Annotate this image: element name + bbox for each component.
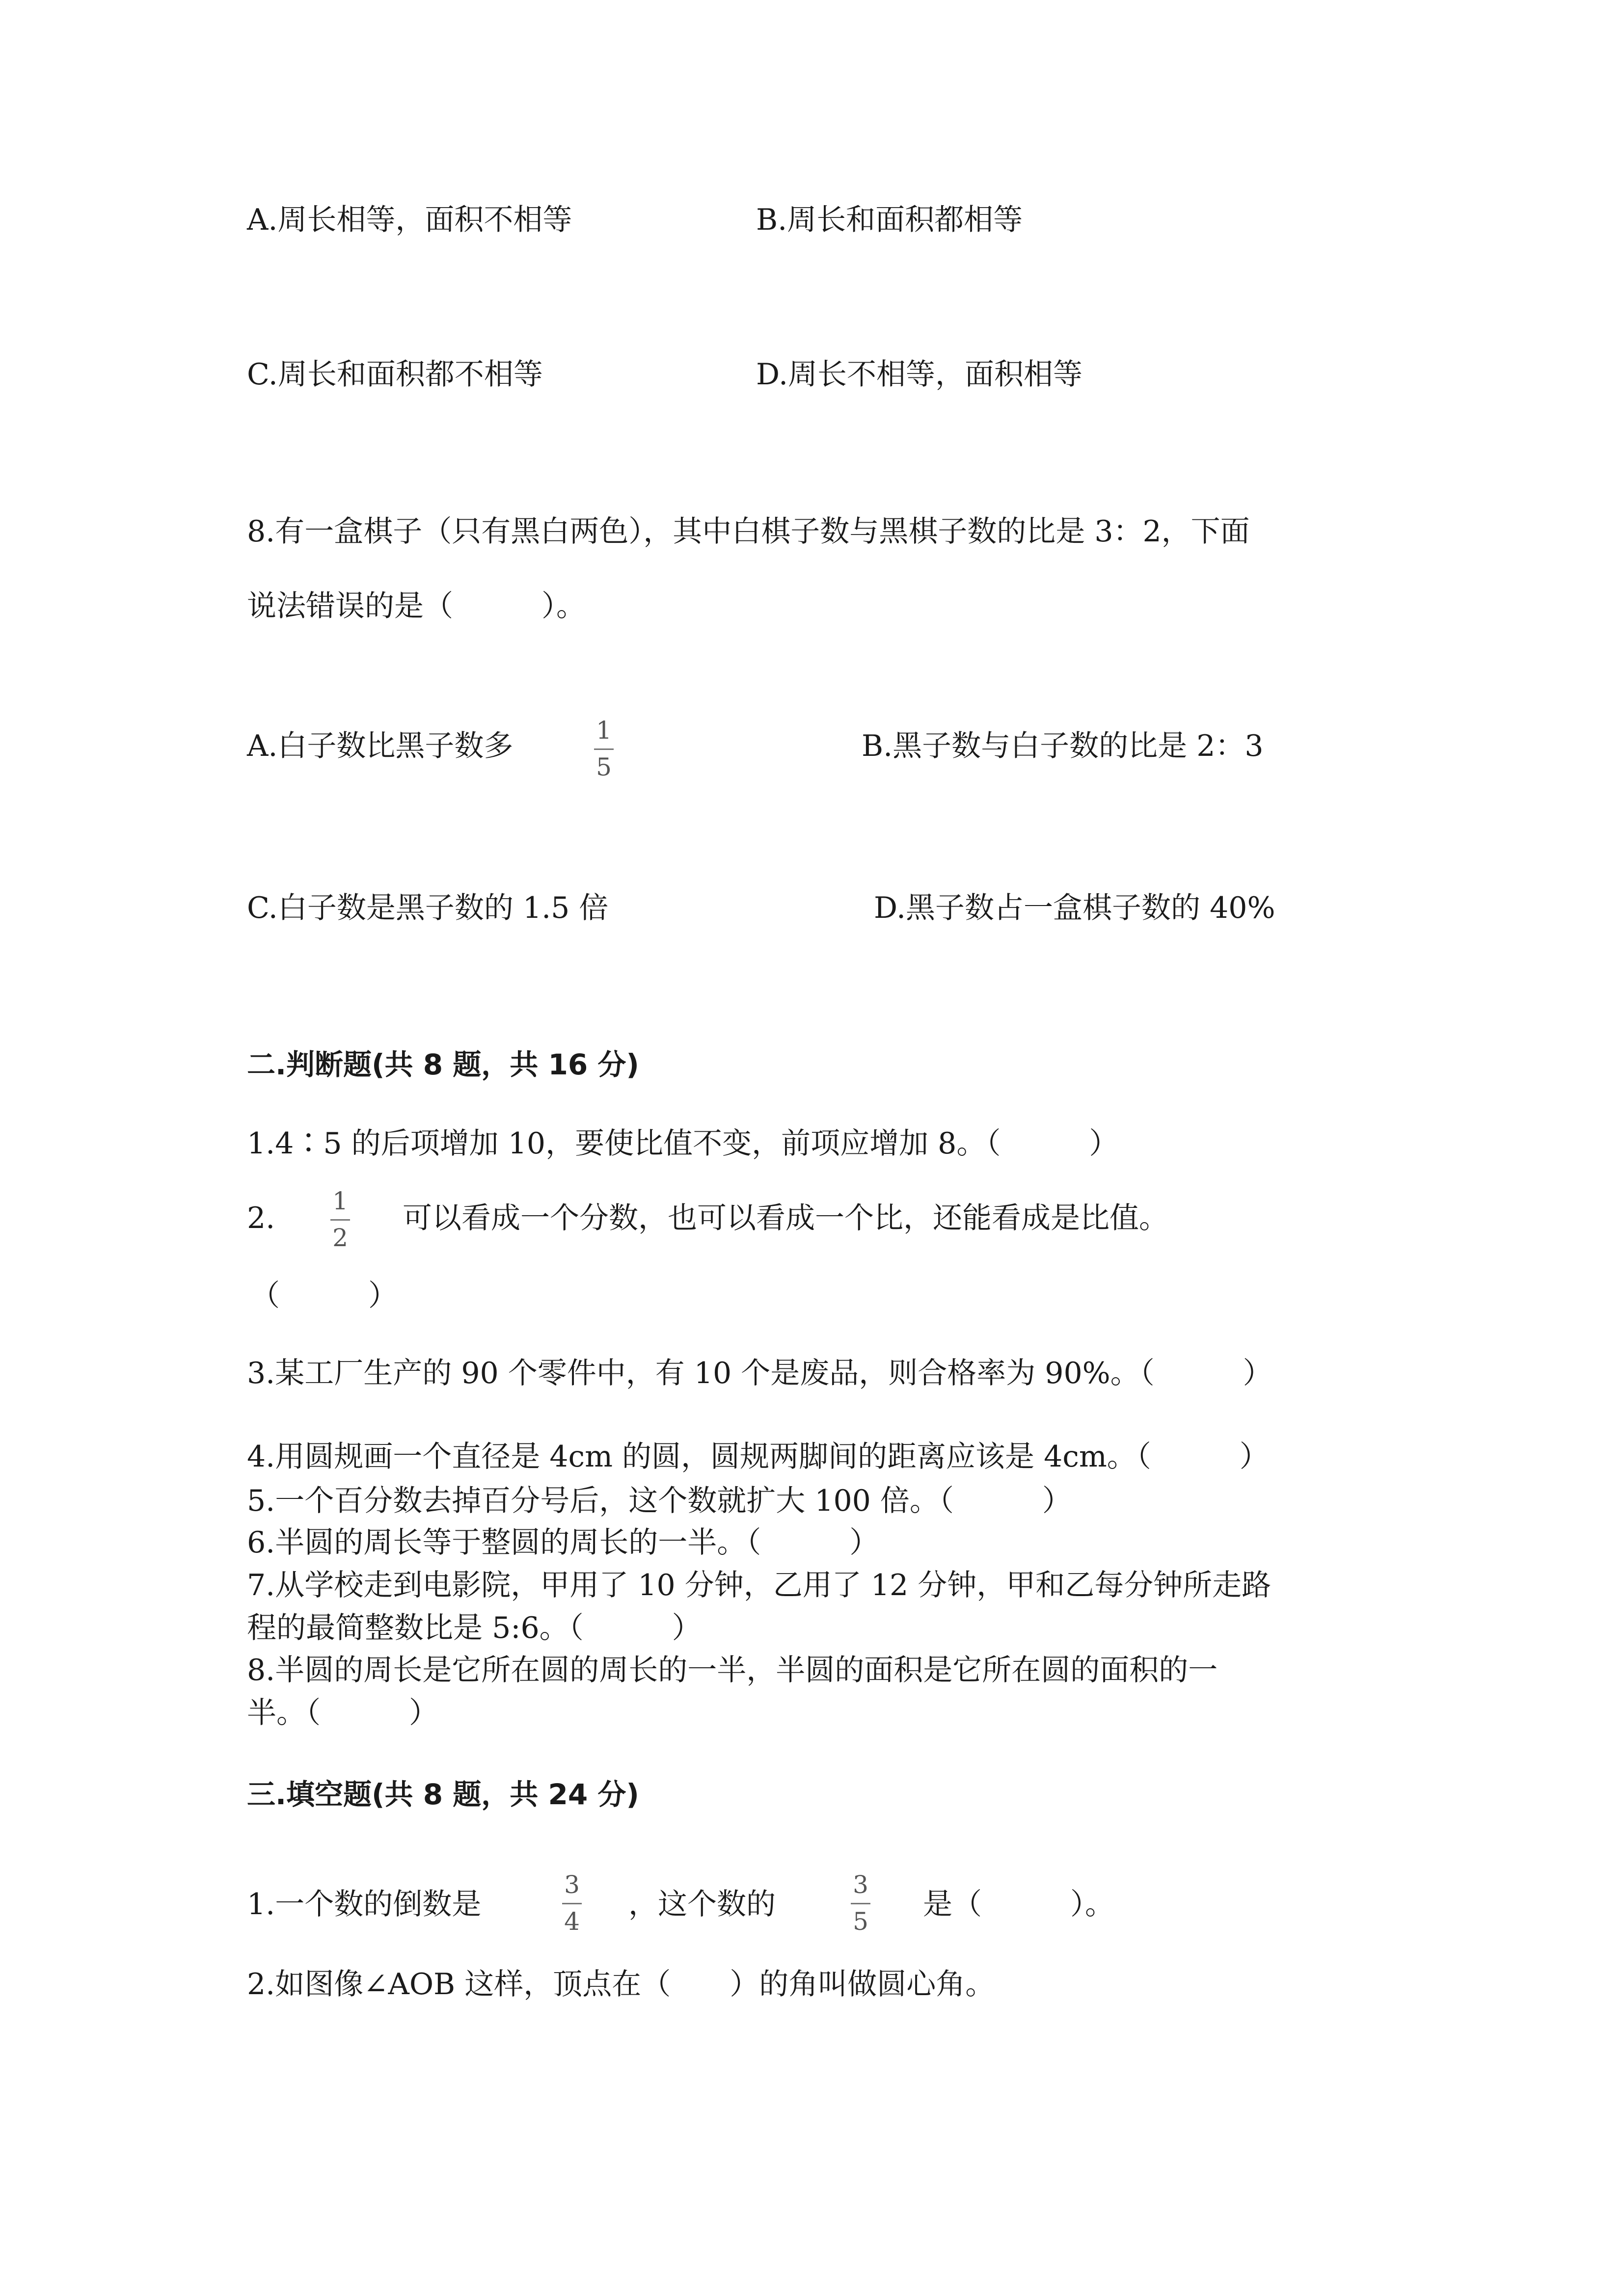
judge-q3: 3.某工厂生产的 90 个零件中，有 10 个是废品，则合格率为 90%。（ ） bbox=[247, 1356, 1272, 1390]
judge-q7-line2: 程的最简整数比是 5:6。（ ） bbox=[247, 1611, 702, 1645]
fill-q1-text-a: 1.一个数的倒数是 bbox=[247, 1887, 482, 1922]
q7-option-a: A.周长相等，面积不相等 bbox=[247, 203, 572, 237]
section2-title: 二.判断题(共 8 题，共 16 分) bbox=[247, 1048, 639, 1081]
fill-q2: 2.如图像∠AOB 这样，顶点在（ ）的角叫做圆心角。 bbox=[247, 1967, 995, 2002]
judge-q8-line1: 8.半圆的周长是它所在圆的周长的一半，半圆的面积是它所在圆的面积的一 bbox=[247, 1653, 1218, 1687]
q7-option-d: D.周长不相等，面积相等 bbox=[756, 357, 1083, 392]
fraction-bar bbox=[330, 1219, 350, 1221]
fraction-bar bbox=[594, 748, 614, 750]
judge-q2-number: 2. bbox=[247, 1201, 275, 1235]
section3-title: 三.填空题(共 8 题，共 24 分) bbox=[247, 1778, 639, 1811]
fill-q1-text-b: ，这个数的 bbox=[628, 1887, 776, 1922]
q8-stem-line1: 8.有一盒棋子（只有黑白两色），其中白棋子数与黑棋子数的比是 3：2，下面 bbox=[247, 514, 1250, 549]
judge-q2-fraction bbox=[330, 1189, 350, 1250]
fraction-denominator: 5 bbox=[853, 1907, 868, 1936]
fraction-denominator: 4 bbox=[564, 1907, 580, 1936]
q8-option-a: A.白子数比黑子数多 bbox=[247, 729, 514, 763]
judge-q6: 6.半圆的周长等于整圆的周长的一半。（ ） bbox=[247, 1525, 879, 1560]
fraction-numerator: 1 bbox=[332, 1187, 348, 1215]
q7-option-b: B.周长和面积都相等 bbox=[756, 203, 1023, 237]
q8-option-a-fraction bbox=[594, 718, 614, 779]
fraction-denominator: 2 bbox=[332, 1224, 348, 1252]
fraction-numerator: 1 bbox=[596, 716, 612, 745]
q8-stem-line2: 说法错误的是（ ）。 bbox=[247, 589, 586, 623]
fill-q1-fraction-2 bbox=[851, 1872, 870, 1934]
judge-q7-line1: 7.从学校走到电影院，甲用了 10 分钟，乙用了 12 分钟，甲和乙每分钟所走路 bbox=[247, 1568, 1272, 1602]
fraction-numerator: 3 bbox=[853, 1870, 868, 1899]
judge-q2-answer-paren: （ ） bbox=[250, 1279, 398, 1313]
judge-q1: 1.4∶5 的后项增加 10，要使比值不变，前项应增加 8。（ ） bbox=[247, 1126, 1119, 1161]
fraction-bar bbox=[562, 1903, 582, 1904]
fraction-numerator: 3 bbox=[564, 1870, 580, 1899]
fraction-bar bbox=[851, 1903, 870, 1904]
judge-q5: 5.一个百分数去掉百分号后，这个数就扩大 100 倍。（ ） bbox=[247, 1484, 1072, 1518]
judge-q4: 4.用圆规画一个直径是 4cm 的圆，圆规两脚间的距离应该是 4cm。（ ） bbox=[247, 1440, 1269, 1474]
fill-q1-fraction-1 bbox=[562, 1872, 582, 1934]
q8-option-c: C.白子数是黑子数的 1.5 倍 bbox=[247, 891, 609, 925]
fraction-denominator: 5 bbox=[596, 753, 612, 781]
q8-option-d: D.黑子数占一盒棋子数的 40% bbox=[874, 891, 1275, 925]
judge-q8-line2: 半。（ ） bbox=[247, 1696, 438, 1730]
judge-q2-text: 可以看成一个分数，也可以看成一个比，还能看成是比值。 bbox=[403, 1201, 1168, 1235]
q8-option-b: B.黑子数与白子数的比是 2：3 bbox=[862, 729, 1264, 763]
fill-q1-text-c: 是（ ）。 bbox=[923, 1887, 1114, 1922]
q7-option-c: C.周长和面积都不相等 bbox=[247, 357, 543, 392]
